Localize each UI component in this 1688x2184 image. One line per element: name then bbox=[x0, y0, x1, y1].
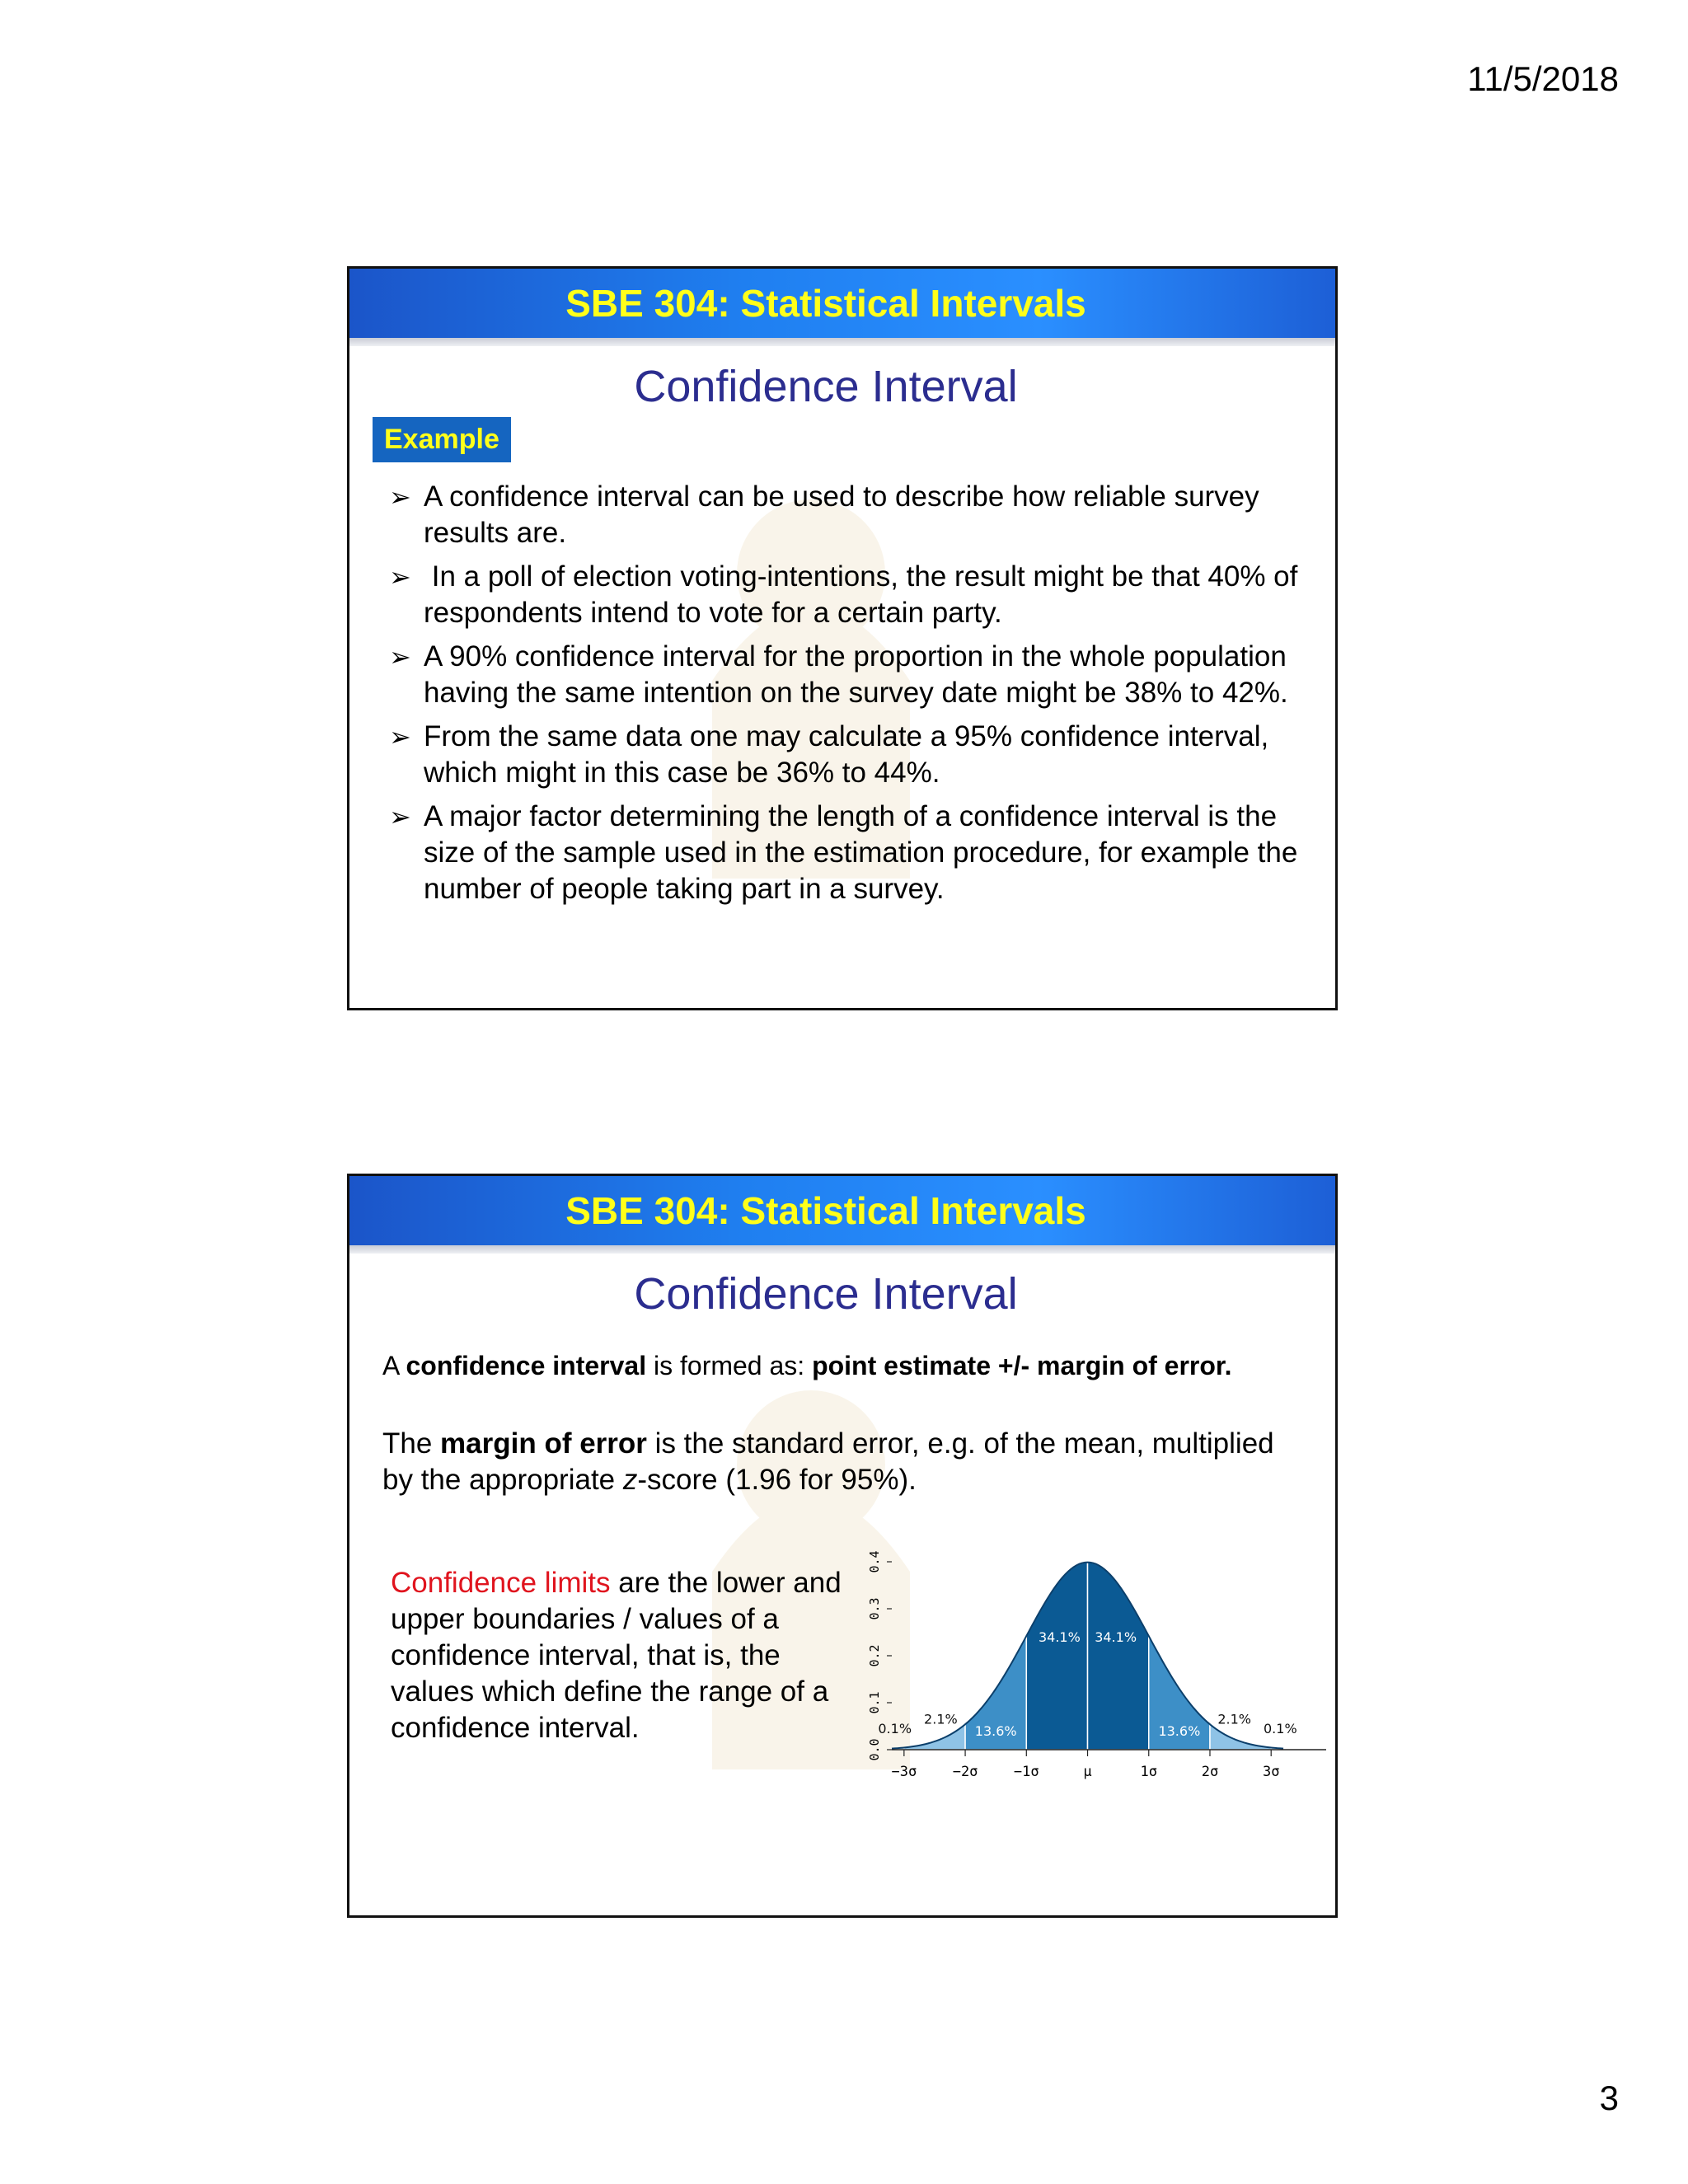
page-date: 11/5/2018 bbox=[1467, 59, 1619, 98]
list-item bbox=[389, 559, 1304, 631]
x-tick-label: 1σ bbox=[1140, 1764, 1157, 1780]
list-item bbox=[389, 639, 1304, 711]
slide-subtitle: Confidence Interval bbox=[634, 362, 1018, 411]
region-label: 34.1% bbox=[1038, 1629, 1081, 1645]
region-label: 2.1% bbox=[1217, 1711, 1251, 1727]
banner-title: SBE 304: Statistical Intervals bbox=[565, 1189, 1086, 1232]
slide-subtitle: Confidence Interval bbox=[634, 1269, 1018, 1319]
list-item bbox=[389, 479, 1304, 551]
x-tick-label: μ bbox=[1083, 1764, 1092, 1780]
region-label: 13.6% bbox=[974, 1722, 1017, 1739]
y-tick-label: 0.2 bbox=[867, 1644, 882, 1667]
def-term: confidence interval bbox=[406, 1351, 647, 1380]
def-formula: point estimate +/- margin of error. bbox=[812, 1351, 1232, 1380]
arrow-bullet-icon: ➢ bbox=[389, 562, 411, 592]
confidence-limits-text bbox=[391, 1565, 852, 1746]
moe-text: -score (1.96 for 95%). bbox=[637, 1464, 917, 1496]
y-tick-label: 0.3 bbox=[867, 1597, 882, 1620]
arrow-bullet-icon: ➢ bbox=[389, 642, 411, 672]
x-tick-label: −2σ bbox=[952, 1764, 978, 1780]
tail-label: 0.1% bbox=[878, 1721, 912, 1737]
x-tick-label: 3σ bbox=[1262, 1764, 1280, 1780]
limits-term: Confidence limits bbox=[391, 1567, 611, 1599]
y-tick-label: 0.0 bbox=[867, 1738, 882, 1761]
bullet-text: From the same data one may calculate a 95% confidence interval, which might in this case be 36% to 44%. bbox=[424, 720, 1269, 789]
tail-label: 0.1% bbox=[1264, 1721, 1297, 1737]
page-number: 3 bbox=[1599, 2079, 1619, 2117]
sigma-region bbox=[1088, 1563, 1149, 1750]
y-tick-label: 0.1 bbox=[867, 1691, 882, 1714]
moe-text: is the standard error, e.g. of the mean, multiplied by the appropriate bbox=[382, 1427, 1274, 1496]
example-tag: Example bbox=[373, 417, 511, 462]
sigma-region bbox=[1026, 1563, 1087, 1750]
z-symbol: z bbox=[622, 1464, 638, 1496]
slide-1 bbox=[347, 266, 1338, 1010]
definition-line bbox=[382, 1347, 1232, 1384]
arrow-bullet-icon: ➢ bbox=[389, 482, 411, 512]
region-label: 34.1% bbox=[1095, 1629, 1137, 1645]
limits-text: are the lower and upper boundaries / values of a confidence interval, that is, the values which define the range of a confidence interval. bbox=[391, 1567, 842, 1744]
moe-text: The bbox=[382, 1427, 441, 1460]
region-label: 2.1% bbox=[924, 1711, 958, 1727]
bullet-list bbox=[389, 479, 1304, 915]
normal-distribution-chart bbox=[860, 1547, 1334, 1794]
x-tick-label: 2σ bbox=[1201, 1764, 1219, 1780]
y-tick-label: 0.4 bbox=[867, 1550, 882, 1573]
arrow-bullet-icon: ➢ bbox=[389, 802, 411, 832]
list-item bbox=[389, 799, 1304, 907]
margin-of-error-text bbox=[382, 1426, 1289, 1498]
x-tick-label: −3σ bbox=[891, 1764, 917, 1780]
slide-banner bbox=[349, 269, 1335, 338]
banner-title: SBE 304: Statistical Intervals bbox=[565, 282, 1086, 325]
bullet-text: A major factor determining the length of a confidence interval is the size of the sample used in the estimation procedure, for example the number of people taking part in a survey. bbox=[424, 800, 1298, 905]
x-tick-label: −1σ bbox=[1013, 1764, 1039, 1780]
bullet-text: A confidence interval can be used to describe how reliable survey results are. bbox=[424, 480, 1259, 549]
list-item bbox=[389, 719, 1304, 791]
region-label: 13.6% bbox=[1158, 1722, 1201, 1739]
def-text: A bbox=[382, 1351, 406, 1380]
slide-banner bbox=[349, 1176, 1335, 1245]
slide-2 bbox=[347, 1174, 1338, 1918]
def-text: is formed as: bbox=[646, 1351, 813, 1380]
arrow-bullet-icon: ➢ bbox=[389, 722, 411, 752]
bullet-text: A 90% confidence interval for the proportion in the whole population having the same intention on the survey date might be 38% to 42%. bbox=[424, 640, 1288, 709]
moe-term: margin of error bbox=[440, 1427, 647, 1460]
bullet-text: In a poll of election voting-intentions, the result might be that 40% of respondents intend to vote for a certain party. bbox=[424, 560, 1306, 629]
